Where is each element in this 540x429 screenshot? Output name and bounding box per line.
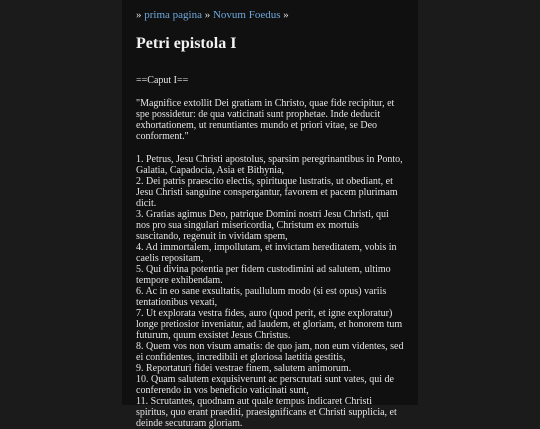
breadcrumb-link-home[interactable]: prima pagina [144, 9, 202, 21]
verse: 5. Qui divina potentia per fidem custodimini ad salutem, ultimo tempore exhibendam. [136, 264, 391, 286]
page-title: Petri epistola I [136, 35, 237, 52]
breadcrumb-separator: » [283, 9, 289, 21]
verse: 1. Petrus, Jesu Christi apostolus, sparsim peregrinantibus in Ponto, Galatia, Capadocia, Asia et Bithynia, [136, 154, 403, 176]
verse: 3. Gratias agimus Deo, patrique Domini nostri Jesu Christi, qui nos pro sua singulari misericordia, Christum ex mortuis suscitando, regenuit in vividam spem, [136, 209, 389, 242]
breadcrumb [136, 8, 404, 22]
breadcrumb-link-section[interactable]: Novum Foedus [212, 9, 281, 21]
verse: 11. Scrutantes, quodnam aut quale tempus indicaret Christi spiritus, quo erant praediti, praesignificans et Christi supplicia, et deinde secuturam gloriam. [136, 396, 397, 429]
chapter-summary: "Magnifice extollit Dei gratiam in Christo, quae fide recipitur, et spe possidetur: de qua vaticinati sunt prophetae. Inde deducit exhortationem, ut renuntiantes mundo et priori vitae, se Deo conforment." [136, 98, 395, 142]
verse: 4. Ad immortalem, impollutam, et invictam hereditatem, vobis in caelis repositam, [136, 242, 397, 264]
chapter-heading: ==Caput I== [136, 75, 189, 86]
verse: 6. Ac in eo sane exsultatis, paullulum modo (si est opus) variis tentationibus vexati, [136, 286, 387, 308]
verse: 10. Quam salutem exquisiverunt ac perscrutati sunt vates, qui de conferendo in vos beneficio vaticinati sunt, [136, 374, 394, 396]
breadcrumb-separator: » [204, 9, 211, 21]
verse: 9. Reportaturi fidei vestrae finem, salutem animorum. [136, 363, 352, 374]
content-column [122, 0, 418, 429]
verse: 7. Ut explorata vestra fides, auro (quod perit, et igne exploratur) longe pretiosior inveniatur, ad laudem, et gloriam, et honorem tum futurum, quum exsistet Jesus Christus. [136, 308, 403, 341]
breadcrumb-separator: » [136, 9, 142, 21]
verse: 2. Dei patris praescito electis, spirituque lustratis, ut obediant, et Jesu Christi sanguine conspergantur, favorem et pacem plurimam dicit. [136, 176, 398, 209]
verse-list [136, 154, 404, 429]
verse: 8. Quem vos non visum amatis: de quo jam, non eum videntes, sed ei confidentes, incredibili et gloriosa laetitia gestitis, [136, 341, 404, 363]
